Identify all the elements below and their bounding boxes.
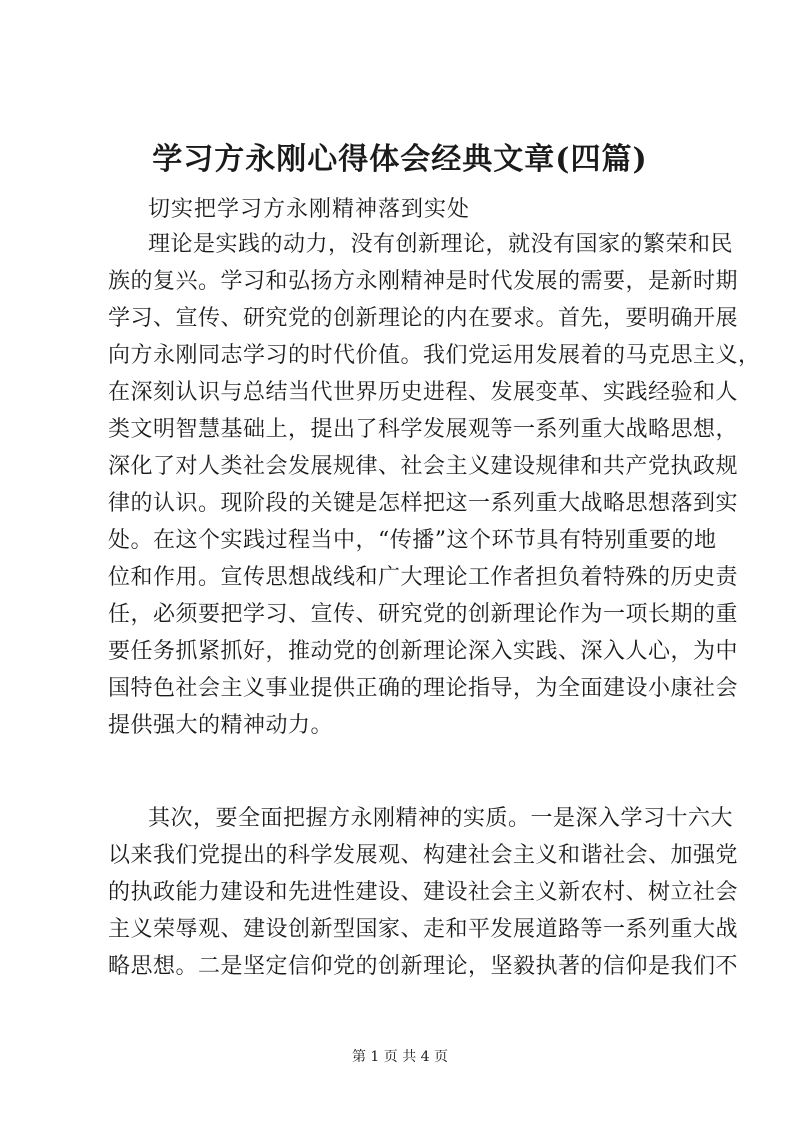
paragraph-line: 位和作用。宣传思想战线和广大理论工作者担负着特殊的历史责	[108, 565, 739, 590]
paragraph-line: 在深刻认识与总结当代世界历史进程、发展变革、实践经验和人	[108, 380, 739, 405]
paragraph-line: 其次，要全面把握方永刚精神的实质。一是深入学习十六大	[148, 806, 734, 831]
paragraph-line: 要任务抓紧抓好，推动党的创新理论深入实践、深入人心，为中	[108, 639, 739, 664]
paragraph-2	[108, 800, 739, 985]
paragraph-line: 国特色社会主义事业提供正确的理论指导，为全面建设小康社会	[108, 676, 739, 701]
paragraph-line: 类文明智慧基础上，提出了科学发展观等一系列重大战略思想，	[108, 417, 739, 442]
paragraph-line: 处。在这个实践过程当中，“传播”这个环节具有特别重要的地	[108, 528, 717, 553]
paragraph-line: 族的复兴。学习和弘扬方永刚精神是时代发展的需要，是新时期	[108, 269, 739, 294]
paragraph-line: 主义荣辱观、建设创新型国家、走和平发展道路等一系列重大战	[108, 917, 739, 942]
paragraph-line: 学习、宣传、研究党的创新理论的内在要求。首先，要明确开展	[108, 306, 739, 331]
paragraph-line: 深化了对人类社会发展规律、社会主义建设规律和共产党执政规	[108, 454, 739, 479]
paragraph-line: 任，必须要把学习、宣传、研究党的创新理论作为一项长期的重	[108, 602, 739, 627]
paragraph-line: 的执政能力建设和先进性建设、建设社会主义新农村、树立社会	[108, 880, 739, 905]
paragraph-line: 以来我们党提出的科学发展观、构建社会主义和谐社会、加强党	[108, 843, 739, 868]
paragraph-1	[108, 226, 761, 744]
document-title: 学习方永刚心得体会经典文章(四篇)	[152, 142, 648, 177]
paragraph-line: 向方永刚同志学习的时代价值。我们党运用发展着的马克思主义，	[108, 343, 761, 368]
paragraph-line: 理论是实践的动力，没有创新理论，就没有国家的繁荣和民	[148, 232, 734, 257]
paragraph-line: 提供强大的精神动力。	[108, 713, 334, 738]
page-number-footer: 第 1 页 共 4 页	[351, 1049, 449, 1065]
paragraph-line: 略思想。二是坚定信仰党的创新理论，坚毅执著的信仰是我们不	[108, 954, 739, 979]
document-subtitle: 切实把学习方永刚精神落到实处	[148, 197, 471, 222]
paragraph-line: 律的认识。现阶段的关键是怎样把这一系列重大战略思想落到实	[108, 491, 739, 516]
